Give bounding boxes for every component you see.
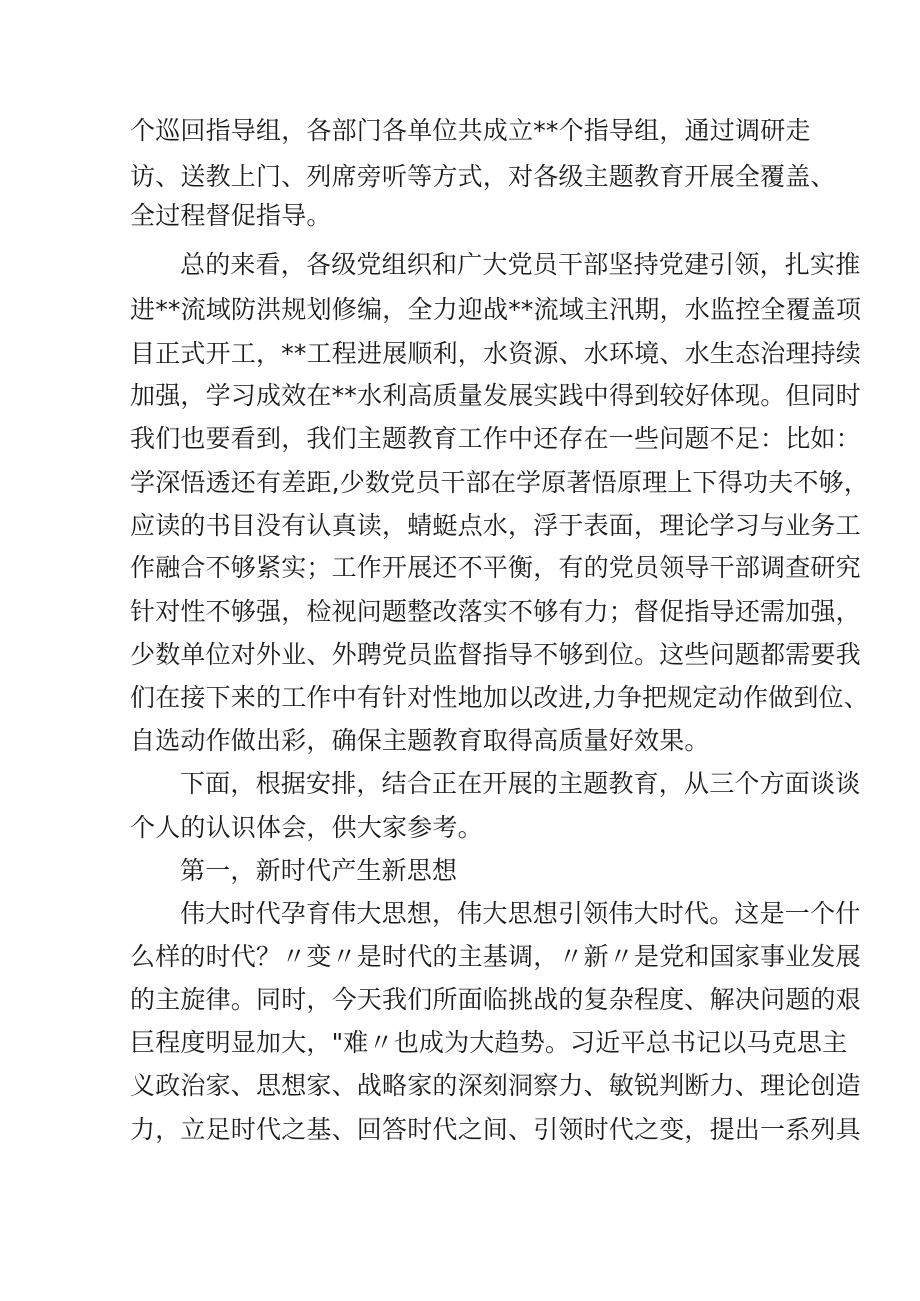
paragraph-4-line-4: 巨程度明显加大，"难〃也成为大趋势。习近平总书记以马克思主 (130, 1028, 848, 1057)
paragraph-2-line-1: 总的来看，各级党组织和广大党员干部坚持党建引领，扎实推 (180, 250, 861, 279)
paragraph-1-line-3: 全过程督促指导。 (130, 201, 332, 230)
paragraph-1-line-2: 访、送教上门、列席旁听等方式，对各级主题教育开展全覆盖、 (130, 162, 836, 191)
paragraph-3-line-2: 个人的认识体会，供大家参考。 (130, 813, 483, 842)
paragraph-2-line-3: 目正式开工，**工程进展顺利，水资源、水环境、水生态治理持续 (130, 339, 862, 368)
paragraph-2-line-12: 自选动作做出彩，确保主题教育取得高质量好效果。 (130, 726, 710, 755)
paragraph-2-line-6: 学深悟透还有差距,少数党员干部在学原著悟原理上下得功夫不够， (130, 468, 869, 497)
paragraph-2-line-4: 加强，学习成效在**水利高质量发展实践中得到较好体现。但同时 (130, 381, 862, 410)
paragraph-2-line-11: 们在接下来的工作中有针对性地加以改进,力争把规定动作做到位、 (130, 683, 869, 712)
section-heading-1: 第一，新时代产生新思想 (180, 856, 458, 885)
paragraph-4-line-3: 的主旋律。同时，今天我们所面临挑战的复杂程度、解决问题的艰 (130, 985, 861, 1014)
paragraph-2-line-9: 针对性不够强，检视问题整改落实不够有力；督促指导还需加强， (130, 597, 861, 626)
paragraph-2-line-2: 进**流域防洪规划修编，全力迎战**流域主汛期，水监控全覆盖项 (130, 295, 862, 324)
paragraph-3-line-1: 下面，根据安排，结合正在开展的主题教育，从三个方面谈谈 (180, 769, 861, 798)
paragraph-2-line-10: 少数单位对外业、外聘党员监督指导不够到位。这些问题都需要我 (130, 640, 861, 669)
paragraph-2-line-5: 我们也要看到，我们主题教育工作中还存在一些问题不足：比如： (130, 424, 861, 453)
paragraph-4-line-1: 伟大时代孕育伟大思想，伟大思想引领伟大时代。这是一个什 (180, 899, 861, 928)
paragraph-2-line-8: 作融合不够紧实；工作开展还不平衡，有的党员领导干部调查研究 (130, 553, 861, 582)
paragraph-1-line-1: 个巡回指导组，各部门各单位共成立**个指导组，通过调研走 (130, 116, 811, 145)
paragraph-4-line-2: 么样的时代？〃变〃是时代的主基调，〃新〃是党和国家事业发展 (130, 942, 861, 971)
paragraph-2-line-7: 应读的书目没有认真读，蜻蜓点水，浮于表面，理论学习与业务工 (130, 511, 861, 540)
paragraph-4-line-5: 义政治家、思想家、战略家的深刻洞察力、敏锐判断力、理论创造 (130, 1071, 861, 1100)
paragraph-4-line-6: 力，立足时代之基、回答时代之间、引领时代之变，提出一系列具 (130, 1115, 861, 1144)
